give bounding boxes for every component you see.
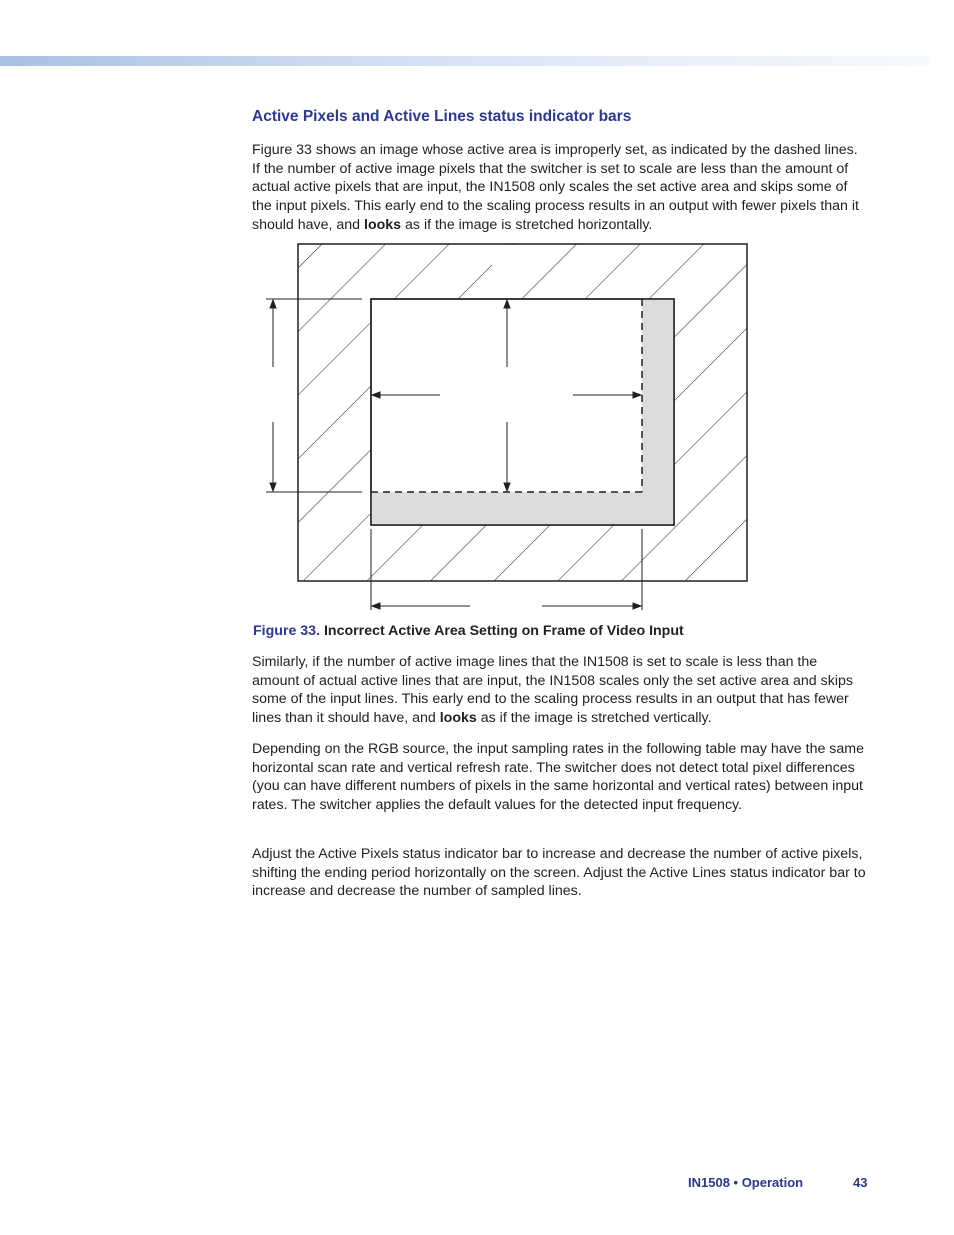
paragraph-text-end: as if the image is stretched vertically. — [476, 710, 712, 727]
hatch-gap — [492, 245, 552, 267]
footer-document-title: IN1508 • Operation — [688, 1175, 804, 1190]
skipped-pixels-region — [642, 299, 674, 525]
emphasis-looks: looks — [439, 710, 477, 727]
paragraph-text: Figure 33 shows an image whose active area is improperly set, as indicated by the dashed lines. If the number of active image pixels that the switcher is set to scale are less than the amount of actual active pixels that are input, the IN1508 only scales the set active area and skips some of the input pixels. This early end to the scaling process results in an output with fewer pixels than it should have, and — [252, 142, 859, 233]
skipped-lines-region — [371, 492, 674, 525]
figure-active-area-diagram — [262, 240, 752, 612]
paragraph-text-end: as if the image is stretched horizontally. — [401, 216, 653, 233]
page-number: 43 — [853, 1175, 868, 1190]
input-active-area — [371, 299, 674, 525]
section-heading: Active Pixels and Active Lines status indicator bars — [252, 108, 632, 125]
header-gradient-bar — [0, 56, 930, 66]
frame-diagram-svg — [262, 240, 752, 612]
figure-title: Incorrect Active Area Setting on Frame of Video Input — [323, 623, 684, 639]
paragraph-text: Similarly, if the number of active image lines that the IN1508 is set to scale is less than the amount of actual active lines that are input, the IN1508 scales only the set active area and skips some of the input lines. This early end to the scaling process results in an output that has fewer lines than it should have, and — [252, 654, 853, 727]
paragraph-rgb-source: Depending on the RGB source, the input sampling rates in the following table may have the same horizontal scan rate and vertical refresh rate. The switcher does not detect total pixel differences (you can have different numbers of pixels in the same horizontal and vertical rates) between input rates. The switcher applies the default values for the detected input frequency. — [252, 741, 864, 814]
paragraph-active-pixels — [252, 141, 868, 235]
paragraph-active-lines — [252, 653, 868, 728]
emphasis-looks: looks — [364, 216, 402, 233]
figure-number: Figure 33. — [253, 623, 321, 639]
figure-caption — [253, 623, 684, 639]
paragraph-adjust-bars: Adjust the Active Pixels status indicator bar to increase and decrease the number of active pixels, shifting the ending period horizontally on the screen. Adjust the Active Lines status indicator bar to increase and decrease the number of sampled lines. — [252, 846, 866, 900]
